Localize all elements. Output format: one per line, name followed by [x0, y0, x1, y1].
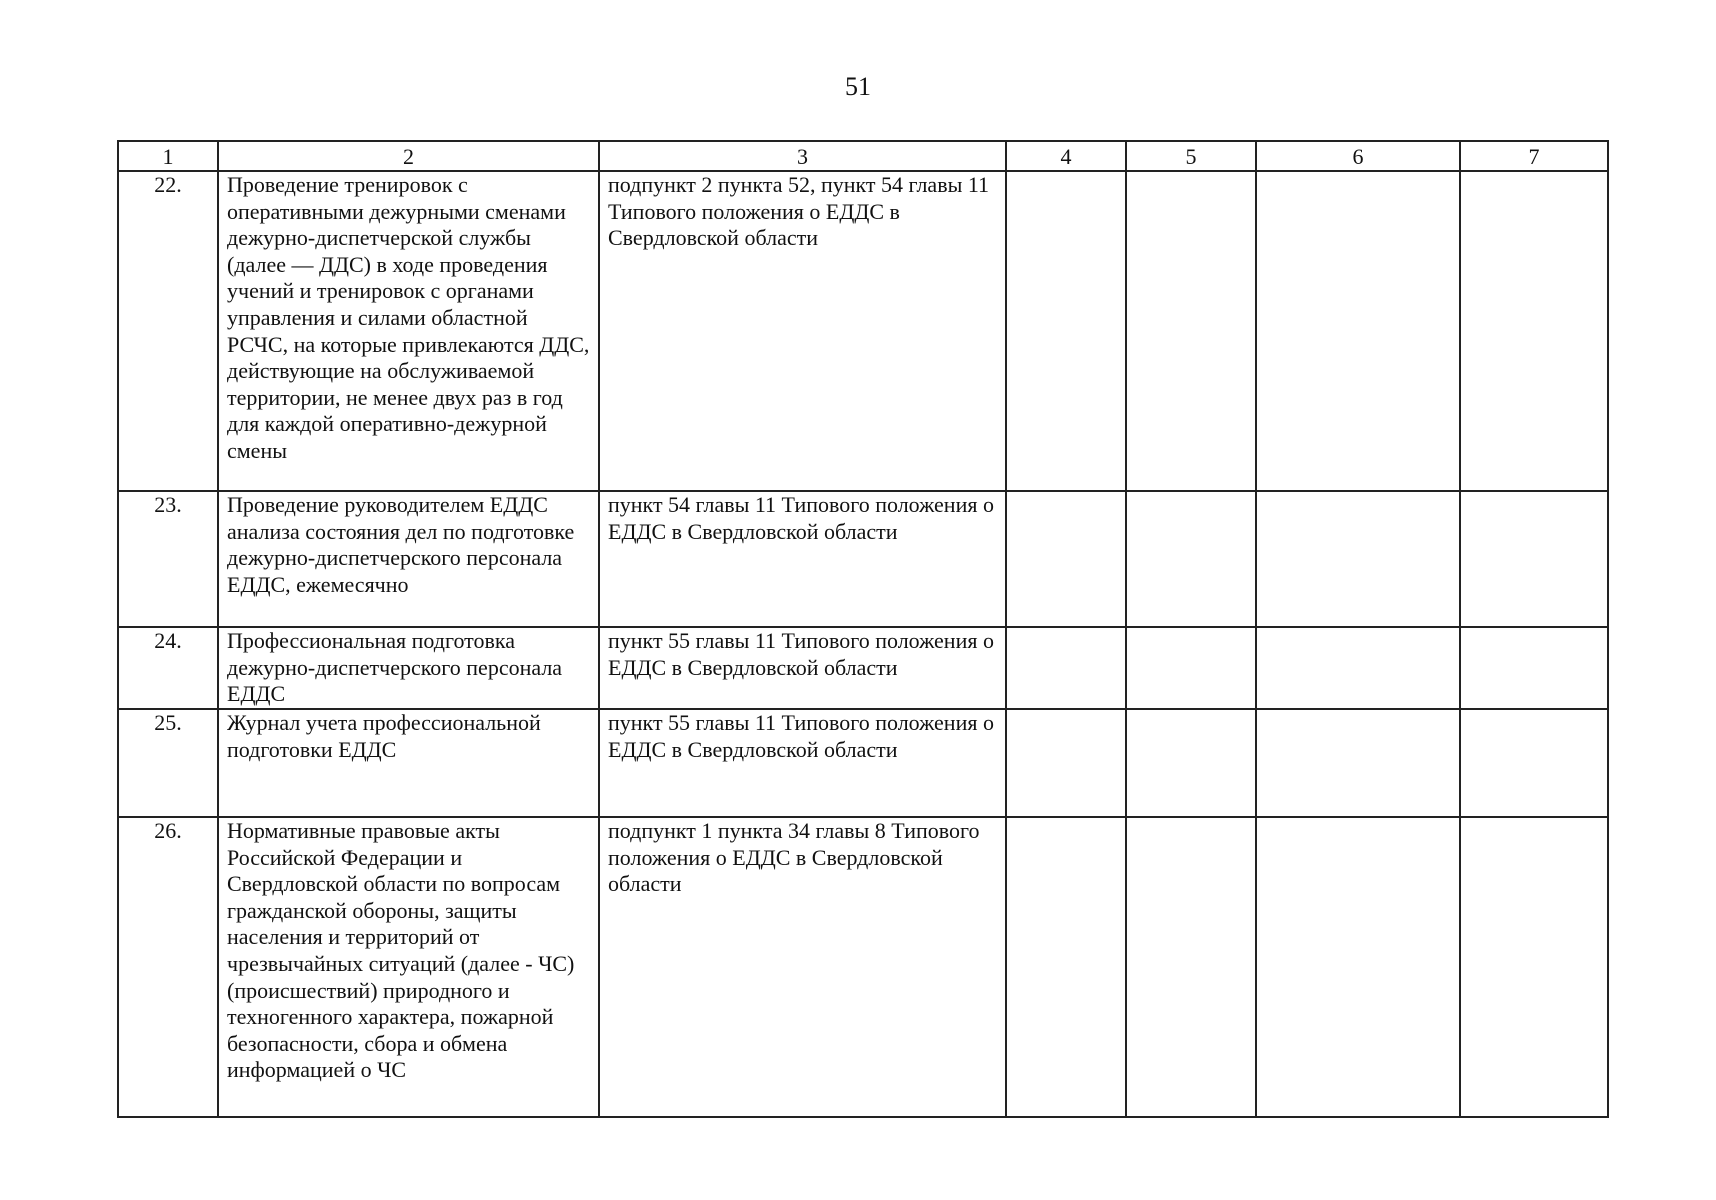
table-row — [118, 171, 1608, 491]
empty-cell — [1006, 709, 1126, 817]
column-header: 7 — [1460, 141, 1608, 171]
empty-cell — [1256, 171, 1460, 491]
empty-cell — [1006, 171, 1126, 491]
empty-cell — [1460, 491, 1608, 627]
empty-cell — [1006, 491, 1126, 627]
row-number: 23. — [118, 491, 218, 627]
empty-cell — [1126, 171, 1256, 491]
page-number: 51 — [845, 72, 871, 101]
empty-cell — [1126, 627, 1256, 709]
empty-cell — [1006, 627, 1126, 709]
row-number: 26. — [118, 817, 218, 1117]
empty-cell — [1256, 627, 1460, 709]
table-row — [118, 627, 1608, 709]
table-row — [118, 491, 1608, 627]
row-number: 25. — [118, 709, 218, 817]
column-header: 3 — [599, 141, 1006, 171]
empty-cell — [1126, 817, 1256, 1117]
row-reference: подпункт 2 пункта 52, пункт 54 главы 11 Типового положения о ЕДДС в Свердловской области — [599, 171, 1006, 491]
table-row — [118, 817, 1608, 1117]
row-description: Нормативные правовые акты Российской Федерации и Свердловской области по вопросам гражданской обороны, защиты населения и территорий от чрезвычайных ситуаций (далее - ЧС) (происшествий) природного и техногенного характера, пожарной безопасности, сбора и обмена информацией о ЧС — [218, 817, 599, 1117]
row-reference: пункт 55 главы 11 Типового положения о ЕДДС в Свердловской области — [599, 709, 1006, 817]
row-reference: пункт 54 главы 11 Типового положения о ЕДДС в Свердловской области — [599, 491, 1006, 627]
column-header: 6 — [1256, 141, 1460, 171]
empty-cell — [1460, 171, 1608, 491]
table-header-row — [118, 141, 1608, 171]
row-reference: пункт 55 главы 11 Типового положения о ЕДДС в Свердловской области — [599, 627, 1006, 709]
row-description: Журнал учета профессиональной подготовки ЕДДС — [218, 709, 599, 817]
column-header: 4 — [1006, 141, 1126, 171]
empty-cell — [1126, 491, 1256, 627]
row-description: Проведение тренировок с оперативными дежурными сменами дежурно-диспетчерской службы (далее — ДДС) в ходе проведения учений и тренировок с органами управления и силами областной РСЧС, на которые привлекаются ДДС, действующие на обслуживаемой территории, не менее двух раз в год для каждой оперативно-дежурной смены — [218, 171, 599, 491]
empty-cell — [1256, 491, 1460, 627]
empty-cell — [1460, 817, 1608, 1117]
empty-cell — [1460, 627, 1608, 709]
row-number: 22. — [118, 171, 218, 491]
column-header: 5 — [1126, 141, 1256, 171]
row-reference: подпункт 1 пункта 34 главы 8 Типового положения о ЕДДС в Свердловской области — [599, 817, 1006, 1117]
row-number: 24. — [118, 627, 218, 709]
requirements-table — [117, 140, 1609, 1118]
row-description: Проведение руководителем ЕДДС анализа состояния дел по подготовке дежурно-диспетчерского персонала ЕДДС, ежемесячно — [218, 491, 599, 627]
column-header: 1 — [118, 141, 218, 171]
empty-cell — [1256, 709, 1460, 817]
row-description: Профессиональная подготовка дежурно-диспетчерского персонала ЕДДС — [218, 627, 599, 709]
empty-cell — [1006, 817, 1126, 1117]
table-row — [118, 709, 1608, 817]
empty-cell — [1256, 817, 1460, 1117]
empty-cell — [1460, 709, 1608, 817]
column-header: 2 — [218, 141, 599, 171]
empty-cell — [1126, 709, 1256, 817]
